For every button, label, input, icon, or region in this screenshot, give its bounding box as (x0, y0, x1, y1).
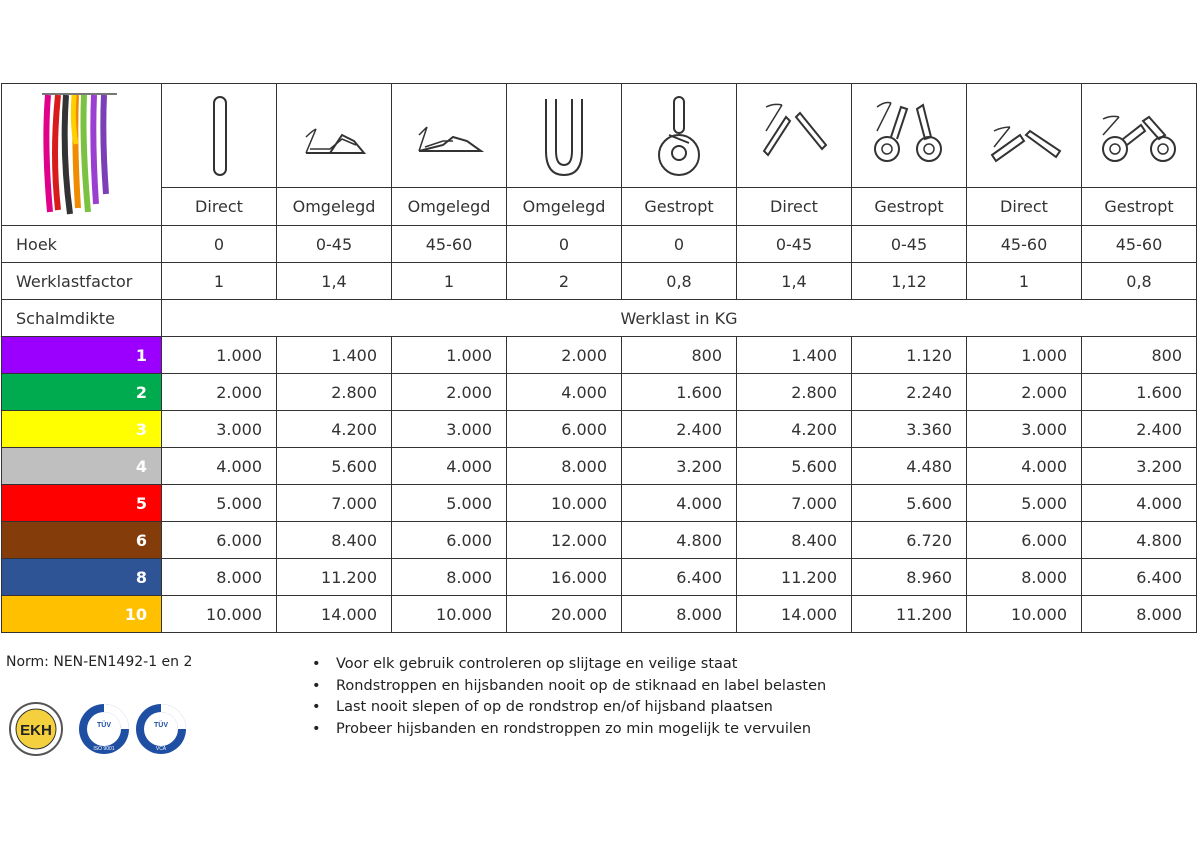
hoek-value: 45-60 (392, 226, 507, 263)
method-label: Gestropt (1082, 188, 1197, 226)
load-value: 6.000 (507, 411, 622, 448)
hoek-label: Hoek (2, 226, 162, 263)
load-value: 5.000 (392, 485, 507, 522)
load-value: 7.000 (737, 485, 852, 522)
load-value: 3.200 (622, 448, 737, 485)
list-item: • Voor elk gebruik controleren op slijtage en veilige staat (312, 654, 826, 676)
load-value: 4.000 (162, 448, 277, 485)
tuv-vca-text: TÜV (154, 722, 168, 729)
load-value: 4.000 (392, 448, 507, 485)
certification-logos (8, 700, 188, 758)
hoek-value: 0 (507, 226, 622, 263)
load-value: 1.120 (852, 337, 967, 374)
load-value: 5.600 (852, 485, 967, 522)
table-row (2, 485, 1197, 522)
load-value: 1.000 (162, 337, 277, 374)
factor-value: 1 (392, 263, 507, 300)
load-value: 4.000 (967, 448, 1082, 485)
load-value: 8.000 (507, 448, 622, 485)
choke-ring-icon (639, 91, 719, 181)
hoek-value: 0 (162, 226, 277, 263)
load-value: 5.000 (967, 485, 1082, 522)
load-value: 8.960 (852, 559, 967, 596)
two-leg-choke-60-icon (1099, 91, 1179, 181)
load-value: 8.000 (392, 559, 507, 596)
hoek-value: 45-60 (1082, 226, 1197, 263)
load-value: 2.000 (392, 374, 507, 411)
load-value: 1.000 (392, 337, 507, 374)
thickness-swatch: 3 (2, 411, 162, 448)
thickness-swatch: 8 (2, 559, 162, 596)
load-value: 5.600 (277, 448, 392, 485)
load-value: 4.200 (737, 411, 852, 448)
load-value: 5.600 (737, 448, 852, 485)
slings-photo (2, 84, 162, 226)
load-value: 10.000 (507, 485, 622, 522)
table-row (2, 411, 1197, 448)
thickness-swatch: 2 (2, 374, 162, 411)
method-label: Omgelegd (277, 188, 392, 226)
load-value: 4.000 (507, 374, 622, 411)
norm-text: Norm: NEN-EN1492-1 en 2 (6, 654, 193, 670)
load-value: 6.400 (622, 559, 737, 596)
schalm-label: Schalmdikte (2, 300, 162, 337)
hoek-value: 45-60 (967, 226, 1082, 263)
load-value: 10.000 (392, 596, 507, 633)
factor-value: 1 (967, 263, 1082, 300)
load-value: 800 (622, 337, 737, 374)
load-value: 2.000 (967, 374, 1082, 411)
method-label: Direct (162, 188, 277, 226)
load-value: 1.600 (1082, 374, 1197, 411)
load-value: 8.400 (277, 522, 392, 559)
list-item: • Rondstroppen en hijsbanden nooit op de stiknaad en label belasten (312, 676, 826, 698)
load-value: 8.400 (737, 522, 852, 559)
load-rows (2, 337, 1197, 633)
load-value: 6.400 (1082, 559, 1197, 596)
hoek-value: 0 (622, 226, 737, 263)
tuv-vca-logo (136, 704, 186, 754)
tuv-iso-text: TÜV (97, 722, 111, 729)
hoek-value: 0-45 (737, 226, 852, 263)
load-value: 1.600 (622, 374, 737, 411)
ekh-logo (10, 703, 62, 755)
factor-value: 0,8 (622, 263, 737, 300)
thickness-swatch: 10 (2, 596, 162, 633)
load-value: 8.000 (622, 596, 737, 633)
werklast-header: Werklast in KG (162, 300, 1197, 337)
load-value: 16.000 (507, 559, 622, 596)
load-value: 11.200 (277, 559, 392, 596)
list-item: • Last nooit slepen of op de rondstrop en/of hijsband plaatsen (312, 697, 826, 719)
load-value: 2.000 (162, 374, 277, 411)
table-row (2, 522, 1197, 559)
factor-value: 1,4 (277, 263, 392, 300)
load-value: 10.000 (967, 596, 1082, 633)
load-value: 14.000 (737, 596, 852, 633)
load-value: 4.000 (622, 485, 737, 522)
factor-value: 1,12 (852, 263, 967, 300)
load-value: 6.720 (852, 522, 967, 559)
table-row (2, 596, 1197, 633)
vertical-loop-icon (179, 91, 259, 181)
slings-photo-image (2, 84, 161, 221)
tuv-vca-sub: VCA (155, 746, 167, 752)
load-value: 1.000 (967, 337, 1082, 374)
load-value: 12.000 (507, 522, 622, 559)
table-row (2, 374, 1197, 411)
choker-angle-60-icon (409, 91, 489, 181)
table-row (2, 559, 1197, 596)
load-value: 4.800 (1082, 522, 1197, 559)
two-leg-choke-45-icon (869, 91, 949, 181)
load-value: 8.000 (162, 559, 277, 596)
list-item: • Probeer hijsbanden en rondstroppen zo min mogelijk te vervuilen (312, 719, 826, 741)
load-value: 11.200 (737, 559, 852, 596)
load-value: 800 (1082, 337, 1197, 374)
factor-value: 2 (507, 263, 622, 300)
method-label: Omgelegd (507, 188, 622, 226)
u-basket-icon (524, 91, 604, 181)
method-label: Omgelegd (392, 188, 507, 226)
load-value: 2.400 (622, 411, 737, 448)
load-value: 2.400 (1082, 411, 1197, 448)
table-row (2, 337, 1197, 374)
load-value: 8.000 (967, 559, 1082, 596)
load-value: 1.400 (737, 337, 852, 374)
load-value: 10.000 (162, 596, 277, 633)
load-value: 2.240 (852, 374, 967, 411)
factor-value: 1 (162, 263, 277, 300)
load-value: 3.000 (967, 411, 1082, 448)
thickness-swatch: 5 (2, 485, 162, 522)
method-label: Direct (737, 188, 852, 226)
load-value: 3.000 (392, 411, 507, 448)
tuv-iso-sub: ISO 9001 (93, 746, 115, 752)
load-value: 6.000 (162, 522, 277, 559)
load-value: 6.000 (967, 522, 1082, 559)
load-value: 2.800 (737, 374, 852, 411)
hoek-value: 0-45 (852, 226, 967, 263)
load-value: 1.400 (277, 337, 392, 374)
choker-angle-45-icon (294, 91, 374, 181)
ekh-logo-text: EKH (20, 722, 52, 739)
load-value: 4.000 (1082, 485, 1197, 522)
hoek-value: 0-45 (277, 226, 392, 263)
table-row (2, 448, 1197, 485)
method-label: Direct (967, 188, 1082, 226)
thickness-swatch: 4 (2, 448, 162, 485)
factor-value: 1,4 (737, 263, 852, 300)
load-value: 11.200 (852, 596, 967, 633)
method-label: Gestropt (622, 188, 737, 226)
two-leg-60-icon (984, 91, 1064, 181)
load-value: 3.200 (1082, 448, 1197, 485)
load-value: 4.480 (852, 448, 967, 485)
method-label: Gestropt (852, 188, 967, 226)
load-value: 6.000 (392, 522, 507, 559)
load-value: 4.200 (277, 411, 392, 448)
load-value: 14.000 (277, 596, 392, 633)
load-value: 5.000 (162, 485, 277, 522)
load-value: 2.000 (507, 337, 622, 374)
thickness-swatch: 1 (2, 337, 162, 374)
logos-svg (8, 700, 188, 758)
tuv-iso-logo (79, 704, 129, 754)
load-value: 3.360 (852, 411, 967, 448)
safety-notes-list (312, 654, 826, 740)
thickness-swatch: 6 (2, 522, 162, 559)
load-value: 8.000 (1082, 596, 1197, 633)
load-value: 3.000 (162, 411, 277, 448)
factor-label: Werklastfactor (2, 263, 162, 300)
load-value: 2.800 (277, 374, 392, 411)
two-leg-45-icon (754, 91, 834, 181)
load-table (1, 83, 1197, 633)
load-value: 20.000 (507, 596, 622, 633)
load-value: 7.000 (277, 485, 392, 522)
factor-value: 0,8 (1082, 263, 1197, 300)
load-value: 4.800 (622, 522, 737, 559)
